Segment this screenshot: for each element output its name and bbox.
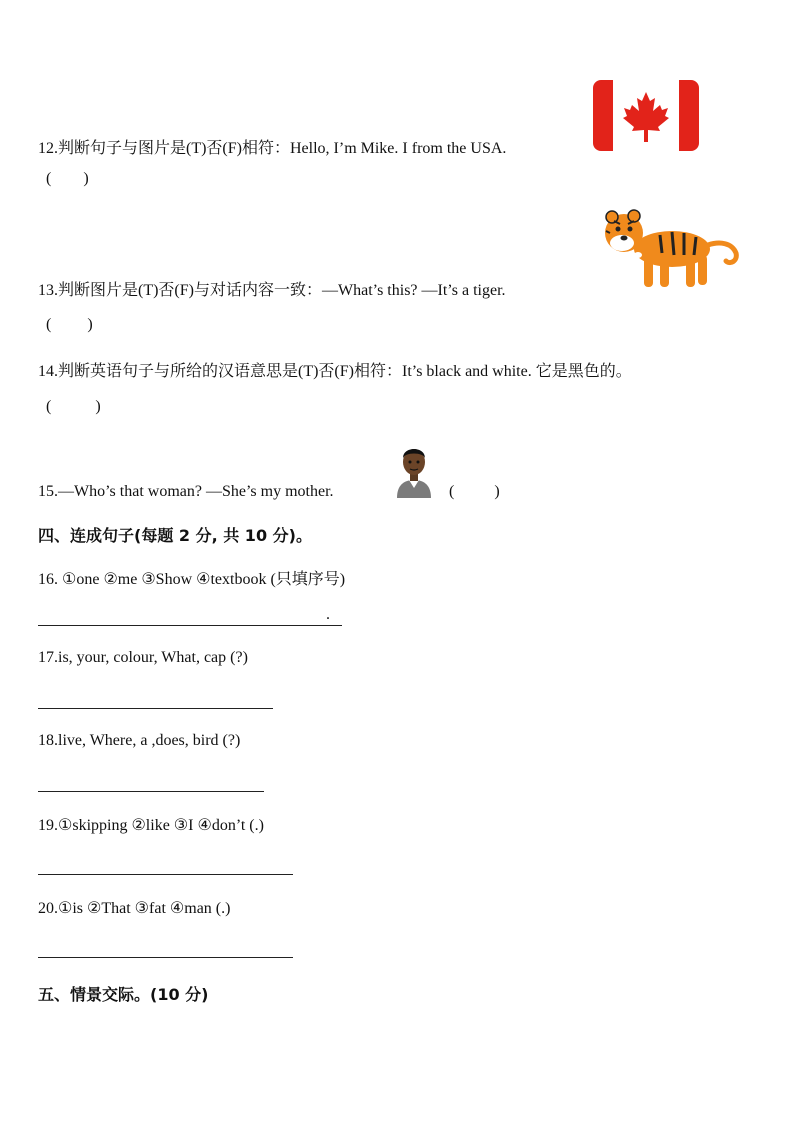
tiger-image bbox=[600, 205, 740, 293]
question-15: 15.—Who’s that woman? —She’s my mother. bbox=[38, 483, 334, 500]
question-13: 13.判断图片是(T)否(F)与对话内容一致：—What’s this? —It’s a tiger. bbox=[38, 282, 506, 299]
answer-line-16-period: . bbox=[326, 606, 330, 623]
answer-paren-13[interactable]: ( ) bbox=[46, 316, 93, 333]
section-4-heading: 四、连成句子(每题 2 分, 共 10 分)。 bbox=[38, 526, 312, 545]
answer-paren-14[interactable]: ( ) bbox=[46, 398, 101, 415]
answer-paren-12[interactable]: ( ) bbox=[46, 170, 89, 187]
answer-line-20[interactable] bbox=[38, 956, 293, 958]
answer-line-18[interactable] bbox=[38, 790, 264, 792]
answer-line-16[interactable] bbox=[38, 624, 342, 626]
question-18: 18.live, Where, a ,does, bird (?) bbox=[38, 732, 241, 749]
canada-flag-image bbox=[593, 80, 699, 151]
question-16: 16. ①one ②me ③Show ④textbook (只填序号) bbox=[38, 571, 346, 588]
boy-image bbox=[395, 442, 433, 498]
section-5-heading: 五、情景交际。(10 分) bbox=[38, 985, 209, 1004]
answer-paren-15[interactable]: ( ) bbox=[449, 483, 500, 500]
question-19: 19.①skipping ②like ③I ④don’t (.) bbox=[38, 817, 264, 834]
question-17: 17.is, your, colour, What, cap (?) bbox=[38, 649, 248, 666]
question-14: 14.判断英语句子与所给的汉语意思是(T)否(F)相符：It’s black and white. 它是黑色的。 bbox=[38, 363, 632, 380]
answer-line-19[interactable] bbox=[38, 873, 293, 875]
answer-line-17[interactable] bbox=[38, 707, 273, 709]
question-12: 12.判断句子与图片是(T)否(F)相符：Hello, I’m Mike. I from the USA. bbox=[38, 140, 507, 157]
question-20: 20.①is ②That ③fat ④man (.) bbox=[38, 900, 231, 917]
